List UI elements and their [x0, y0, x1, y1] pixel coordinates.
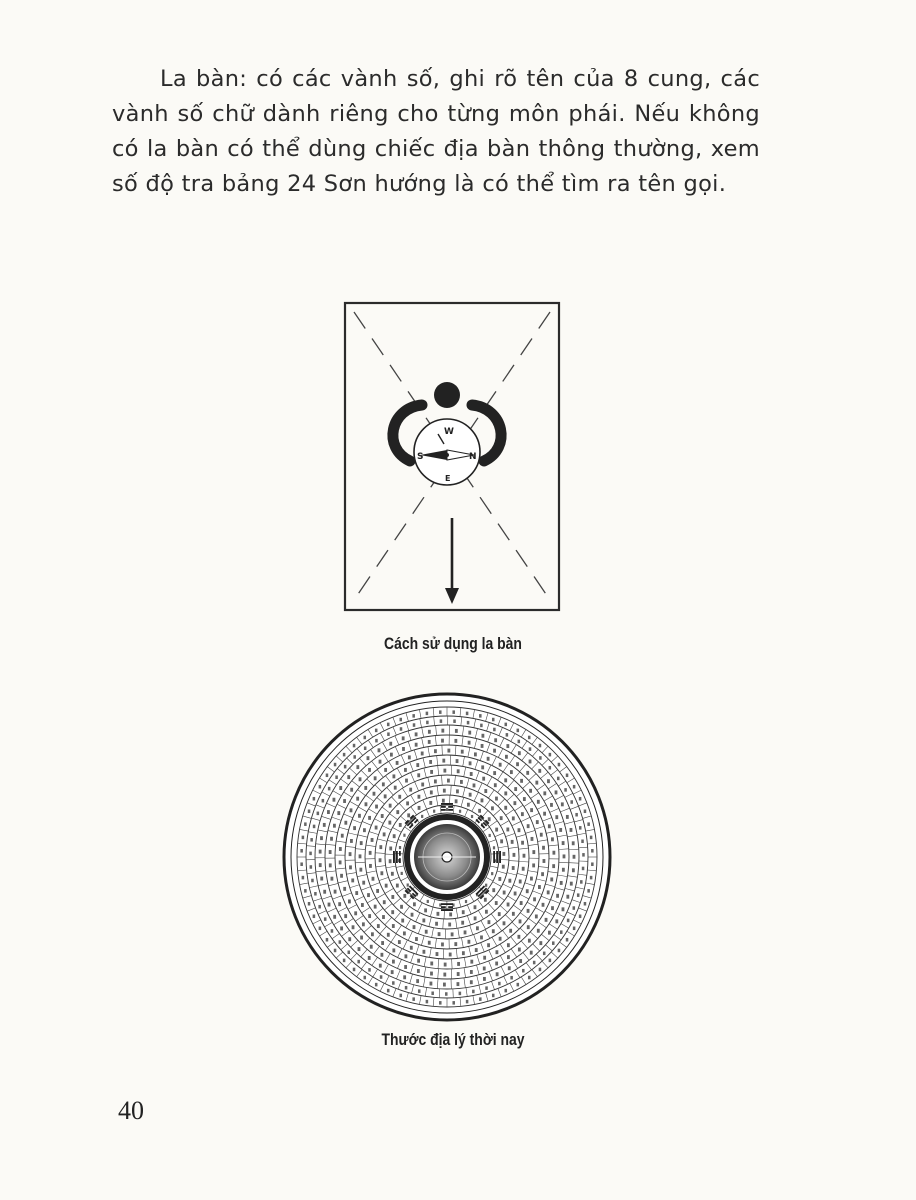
- compass-letter-s: S: [417, 452, 424, 462]
- compass-letter-e: E: [445, 474, 451, 483]
- compass-letter-w: W: [444, 427, 454, 437]
- page-number: 40: [118, 1096, 144, 1125]
- figure1-caption: Cách sử dụng la bàn: [384, 634, 522, 653]
- compass-usage-diagram: [340, 298, 566, 616]
- figure2-caption: Thước địa lý thời nay: [381, 1030, 525, 1049]
- body-paragraph: La bàn: có các vành số, ghi rõ tên của 8 cung, các vành số chữ dành riêng cho từng môn phái. Nếu không có la bàn có thể dùng chiếc địa bàn thông thường, xem số độ tra bảng 24 Sơn hướng là có thể tìm ra tên gọi.: [112, 66, 760, 197]
- compass-letter-n: N: [469, 452, 477, 462]
- luopan-compass-image: [278, 692, 616, 1022]
